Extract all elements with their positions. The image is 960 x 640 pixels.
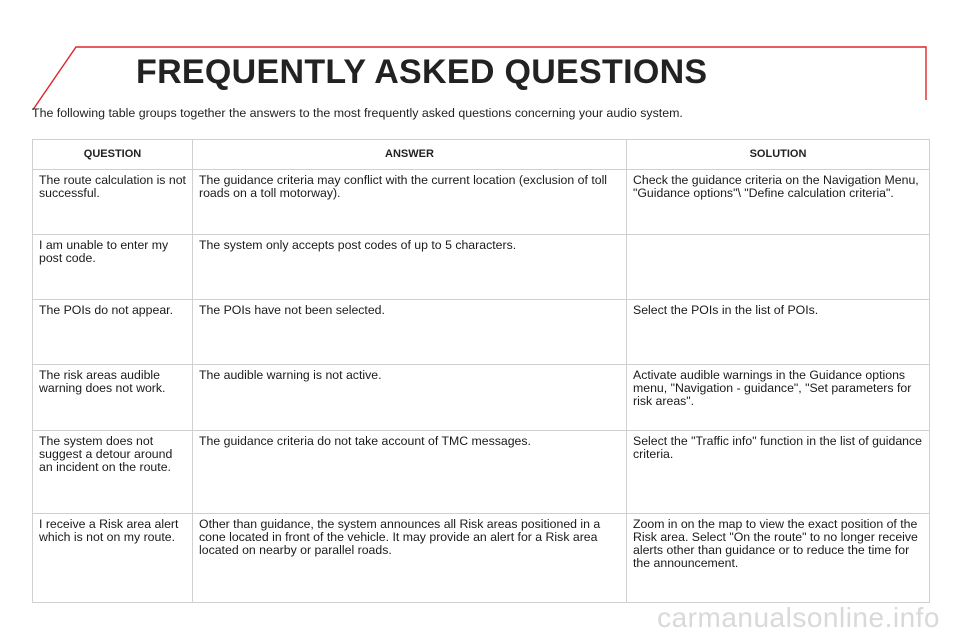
solution-cell: Select the "Traffic info" function in the list of guidance criteria. xyxy=(627,431,930,514)
answer-cell: The audible warning is not active. xyxy=(193,365,627,431)
question-cell: The system does not suggest a detour around an incident on the route. xyxy=(33,431,193,514)
header-answer: ANSWER xyxy=(193,140,627,170)
table-header-row xyxy=(33,140,930,170)
header-question: QUESTION xyxy=(33,140,193,170)
table-row xyxy=(33,365,930,431)
question-cell: I receive a Risk area alert which is not on my route. xyxy=(33,514,193,603)
header-solution: SOLUTION xyxy=(627,140,930,170)
answer-cell: Other than guidance, the system announces all Risk areas positioned in a cone located in front of the vehicle. It may provide an alert for a Risk area located on nearby or parallel roads. xyxy=(193,514,627,603)
table-row xyxy=(33,300,930,365)
solution-cell: Select the POIs in the list of POIs. xyxy=(627,300,930,365)
question-cell: The POIs do not appear. xyxy=(33,300,193,365)
table-row xyxy=(33,170,930,235)
table-row xyxy=(33,431,930,514)
question-cell: The route calculation is not successful. xyxy=(33,170,193,235)
page-title: FREQUENTLY ASKED QUESTIONS xyxy=(136,53,708,91)
answer-cell: The guidance criteria do not take account of TMC messages. xyxy=(193,431,627,514)
intro-text: The following table groups together the answers to the most frequently asked questions concerning your audio system. xyxy=(32,106,683,120)
faq-table xyxy=(32,139,930,603)
solution-cell xyxy=(627,235,930,300)
solution-cell: Zoom in on the map to view the exact position of the Risk area. Select "On the route" to no longer receive alerts other than guidance or to reduce the time for the announcement. xyxy=(627,514,930,603)
watermark-text: carmanualsonline.info xyxy=(657,602,940,633)
answer-cell: The system only accepts post codes of up to 5 characters. xyxy=(193,235,627,300)
solution-cell: Activate audible warnings in the Guidance options menu, "Navigation - guidance", "Set parameters for risk areas". xyxy=(627,365,930,431)
table-row xyxy=(33,235,930,300)
question-cell: I am unable to enter my post code. xyxy=(33,235,193,300)
answer-cell: The POIs have not been selected. xyxy=(193,300,627,365)
question-cell: The risk areas audible warning does not work. xyxy=(33,365,193,431)
table-row xyxy=(33,514,930,603)
answer-cell: The guidance criteria may conflict with the current location (exclusion of toll roads on a toll motorway). xyxy=(193,170,627,235)
solution-cell: Check the guidance criteria on the Navigation Menu, "Guidance options"\ "Define calculation criteria". xyxy=(627,170,930,235)
